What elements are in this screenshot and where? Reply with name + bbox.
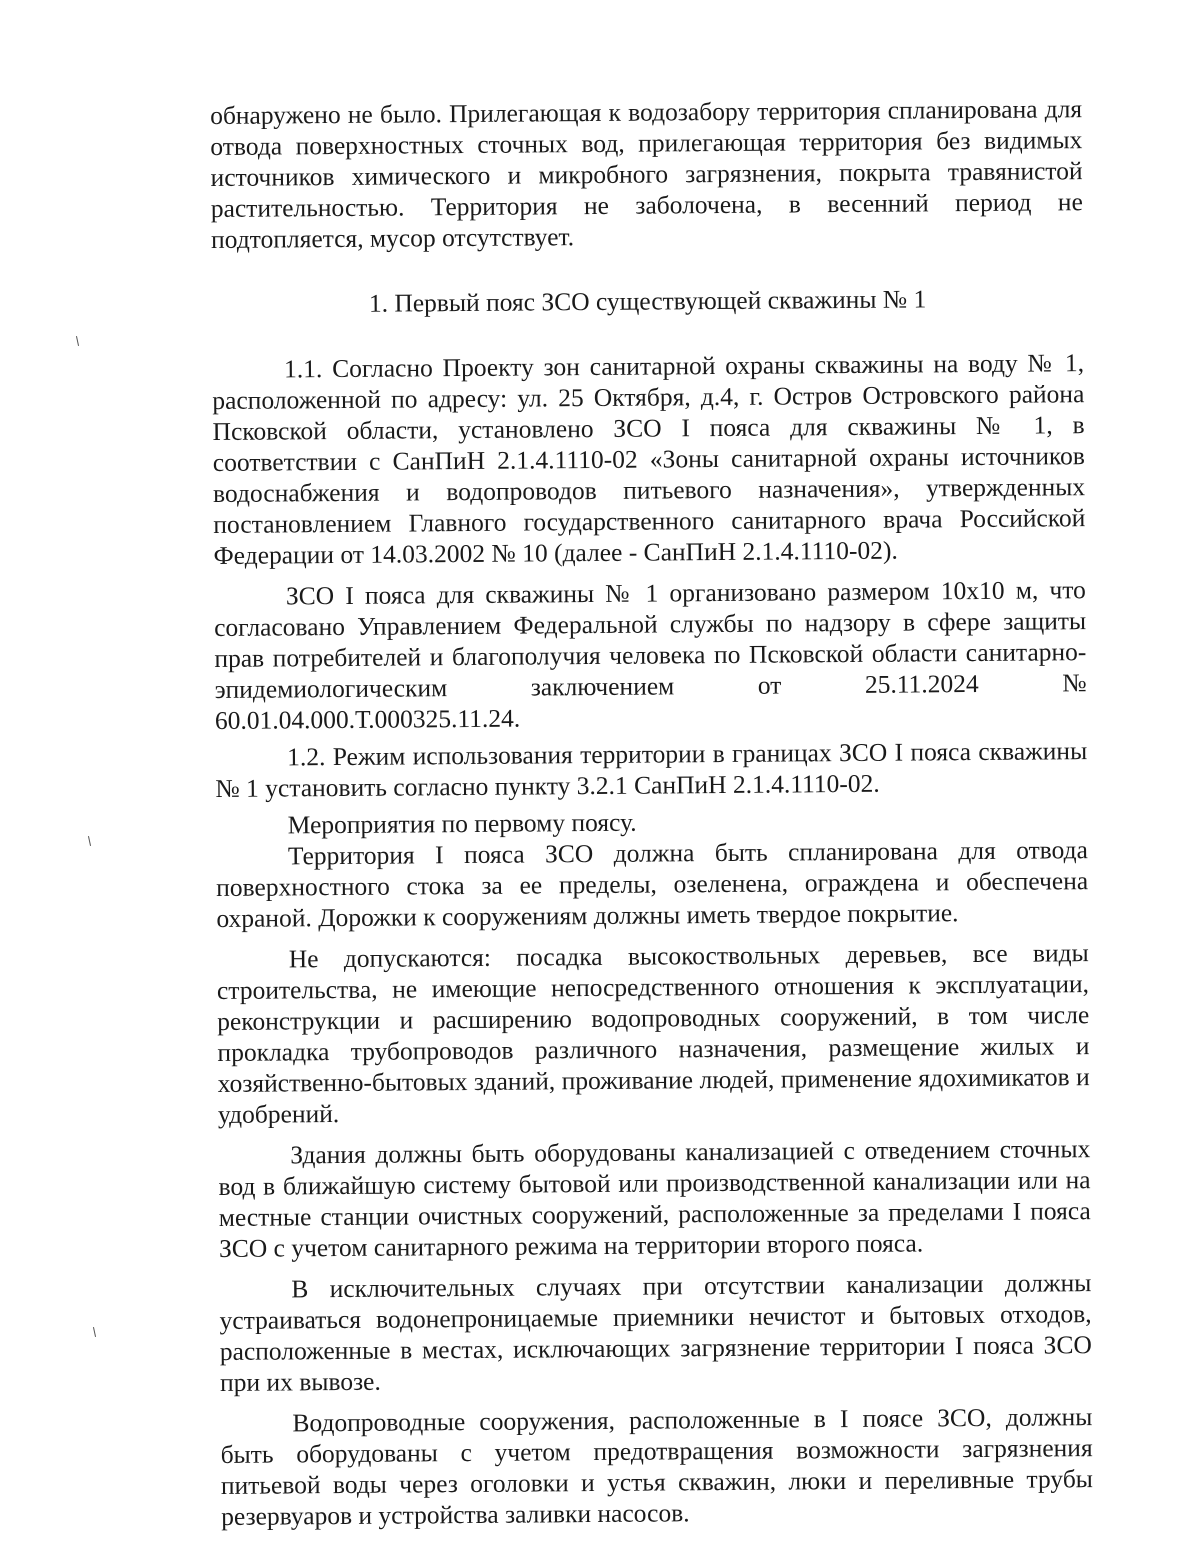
scan-mark xyxy=(93,1327,96,1337)
paragraph-water-structures: Водопроводные сооружения, расположенные в I поясе ЗСО, должны быть оборудованы с учетом предотвращения возможности загрязнения питьевой воды через оголовки и устья скважин, люки и переливные трубы резервуаров и устройства заливки насосов. xyxy=(220,1402,1093,1531)
paragraph-intro-continuation: обнаружено не было. Прилегающая к водозабору территория спланирована для отвода поверхностных сточных вод, прилегающая территория без видимых источников химического и микробного загрязнения, покрыта травянистой растительностью. Территория не заболочена, в весенний период не подтопляется, мусор отсутствует. xyxy=(210,94,1083,254)
paragraph-territory: Территория I пояса ЗСО должна быть спланирована для отвода поверхностного стока за ее пределы, озеленена, ограждена и обеспечена охраной. Дорожки к сооружениям должны иметь твердое покрытие. xyxy=(216,835,1089,933)
paragraph-1-1: 1.1. Согласно Проекту зон санитарной охраны скважины на воду № 1, расположенной по адресу: ул. 25 Октября, д.4, г. Остров Островского района Псковской области, установлено ЗСО I пояса для скважины № 1, в соответствии с СанПиН 2.1.4.1110-02 «Зоны санитарной охраны источников водоснабжения и водопроводов питьевого назначения», утвержденных постановлением Главного государственного санитарного врача Российской Федерации от 14.03.2002 № 10 (далее - СанПиН 2.1.4.1110-02). xyxy=(212,348,1086,570)
scan-mark xyxy=(88,836,91,846)
scan-mark xyxy=(76,336,79,346)
paragraph-sewerage: Здания должны быть оборудованы канализацией с отведением сточных вод в ближайшую систему бытовой или производственной канализации или на местные станции очистных сооружений, расположенные за пределами I пояса ЗСО с учетом санитарного режима на территории второго пояса. xyxy=(218,1134,1091,1263)
paragraph-zso-size: ЗСО I пояса для скважины № 1 организовано размером 10х10 м, что согласовано Управлением Федеральной службы по надзору в сфере защиты прав потребителей и благополучия человека по Псковской области санитарно-эпидемиологическим заключением от 25.11.2024 № 60.01.04.000.Т.000325.11.24. xyxy=(214,575,1087,735)
section-heading: 1. Первый пояс ЗСО существующей скважины № 1 xyxy=(368,284,927,318)
paragraph-1-2: 1.2. Режим использования территории в границах ЗСО I пояса скважины № 1 установить согласно пункту 3.2.1 СанПиН 2.1.4.1110-02. xyxy=(215,736,1088,803)
document-body xyxy=(210,93,1093,1532)
paragraph-exceptional-cases: В исключительных случаях при отсутствии канализации должны устраиваться водонепроницаемые приемники нечистот и бытовых отходов, расположенные в местах, исключающих загрязнение территории I пояса ЗСО при их вывозе. xyxy=(219,1268,1092,1397)
paragraph-prohibited: Не допускаются: посадка высокоствольных деревьев, все виды строительства, не имеющие непосредственного отношения к эксплуатации, реконструкции и расширению водопроводных сооружений, в том числе прокладка трубопроводов различного назначения, размещение жилых и хозяйственно-бытовых зданий, проживание людей, применение ядохимикатов и удобрений. xyxy=(216,938,1090,1129)
paragraph-measures-title: Мероприятия по первому поясу. xyxy=(287,807,637,840)
